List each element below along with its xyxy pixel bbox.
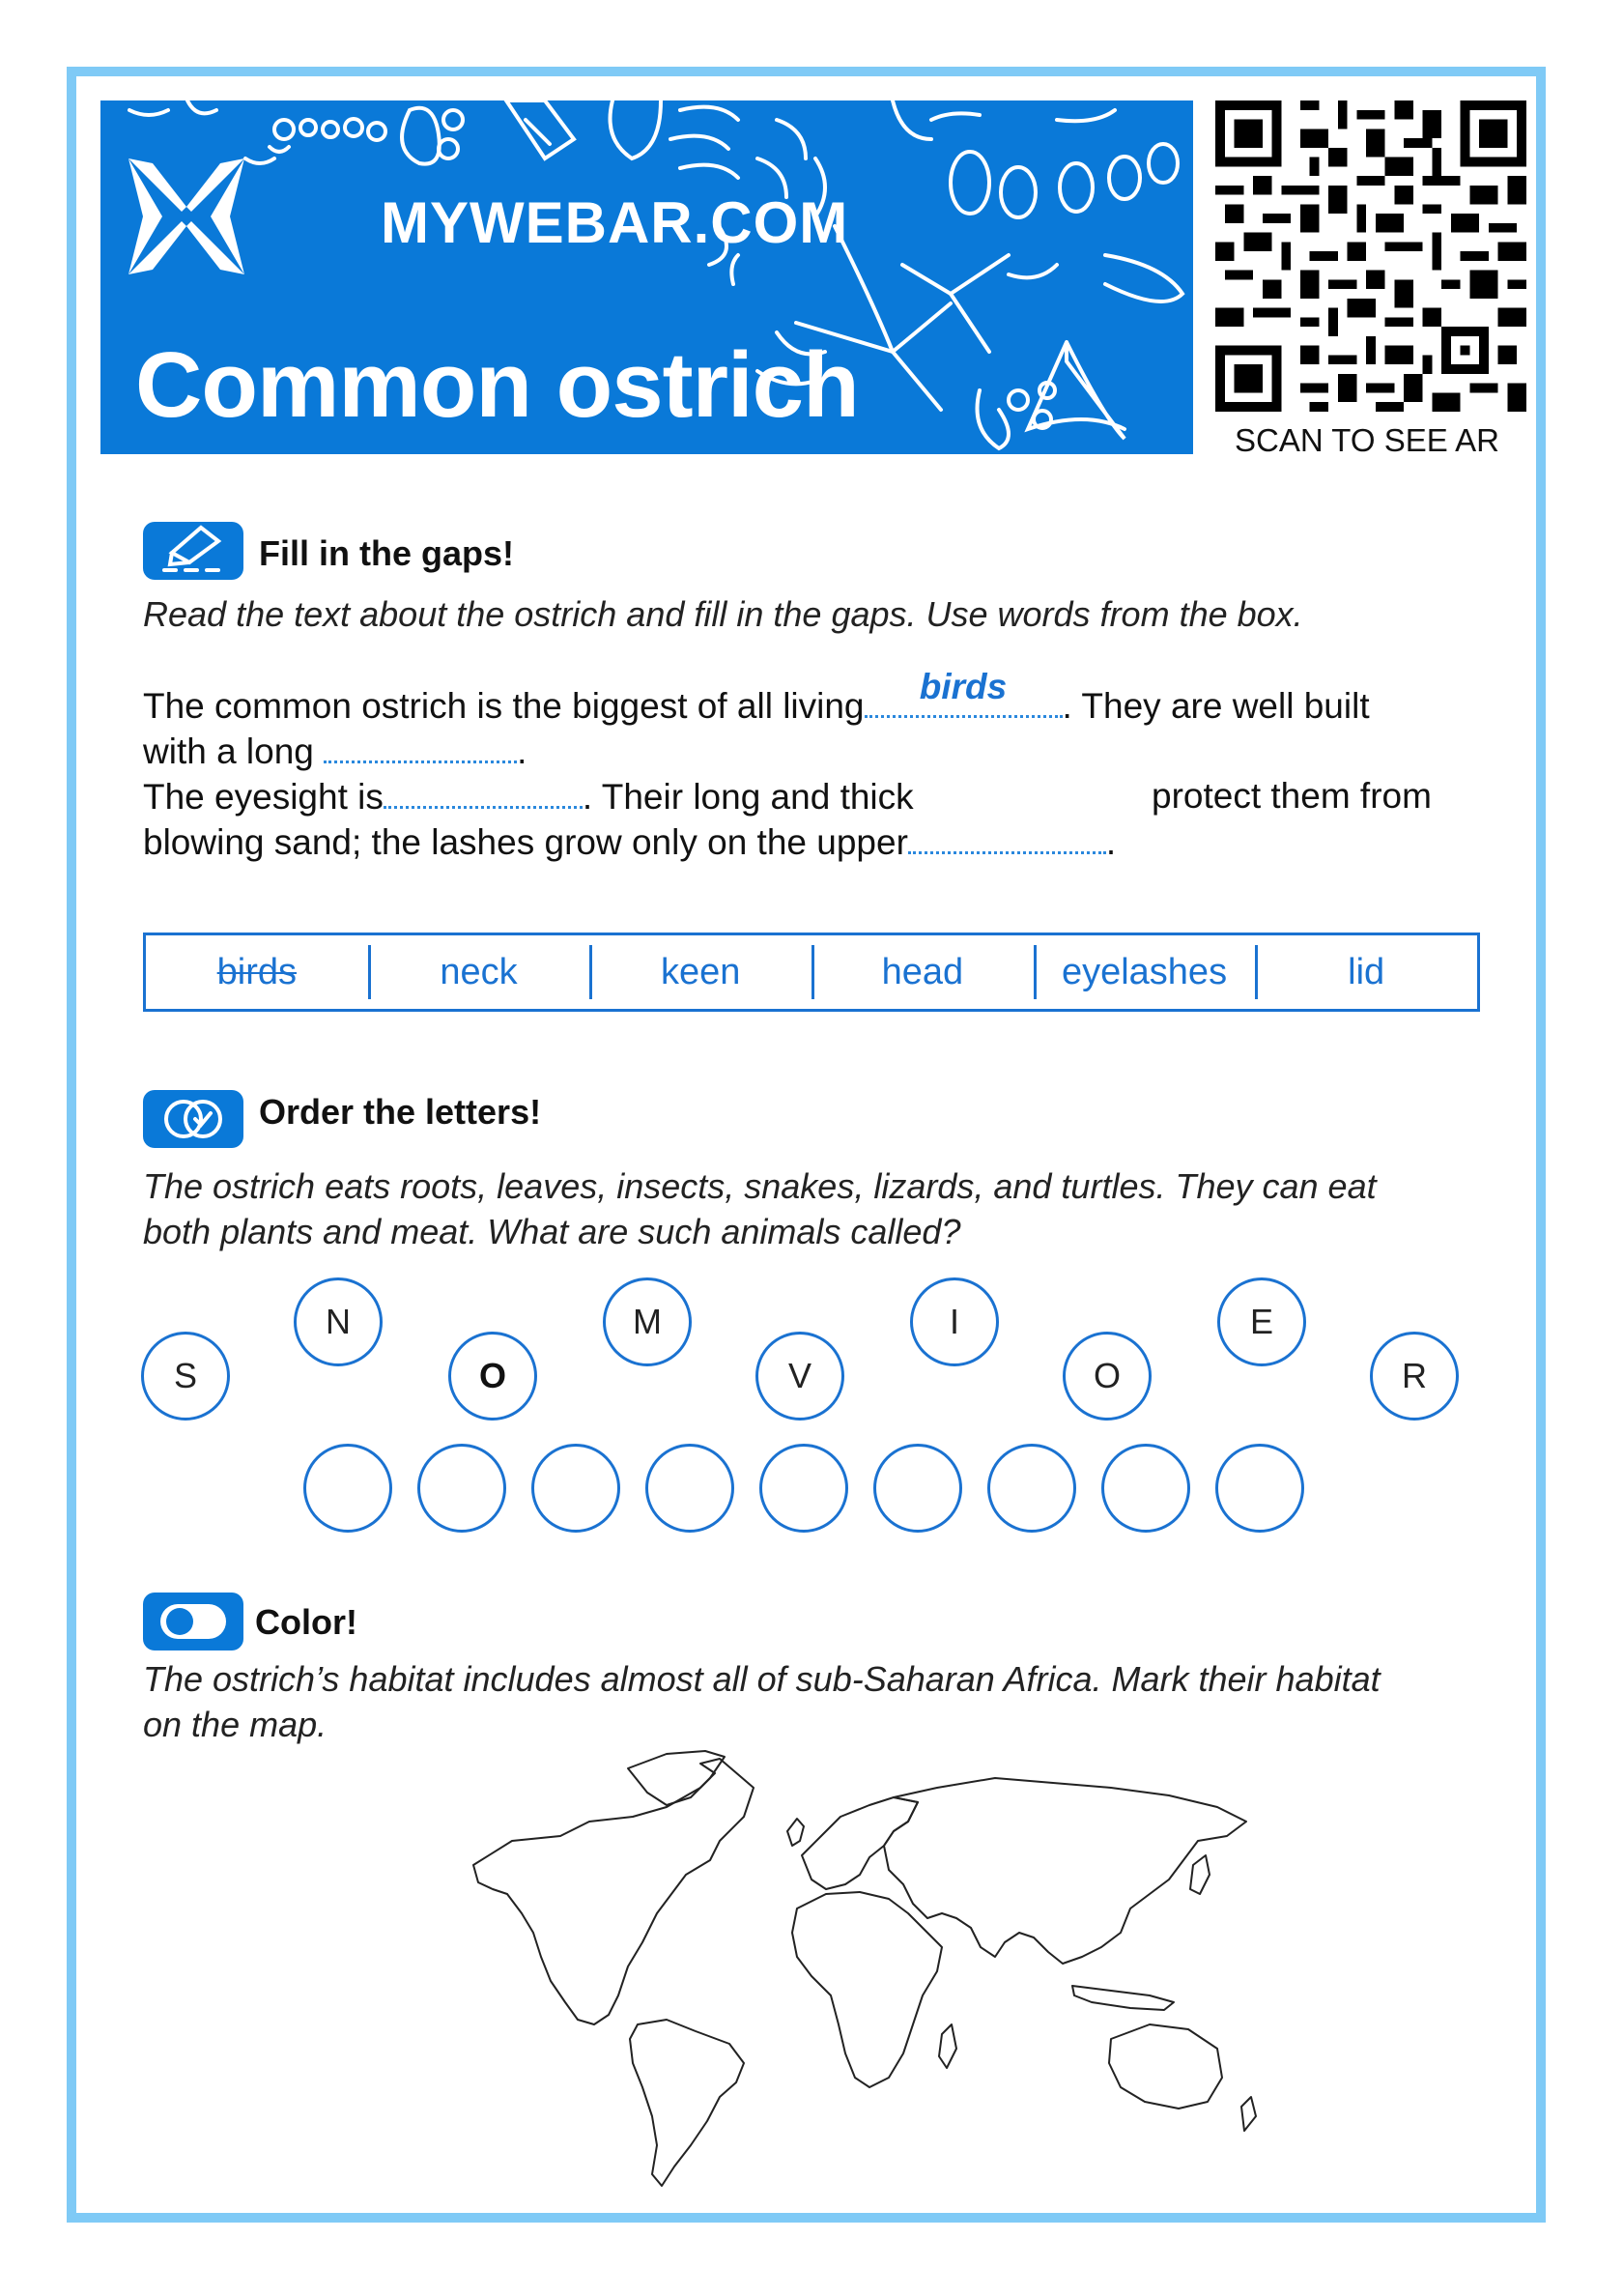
north-america-outline (473, 1759, 754, 2024)
letter-circle: S (141, 1332, 230, 1421)
word-box (143, 933, 1480, 1012)
color-instruction-1: The ostrich’s habitat includes almost all of sub-Saharan Africa. Mark their habitat (143, 1659, 1381, 1699)
answer-circle[interactable] (759, 1444, 848, 1533)
text-segment: with a long (143, 732, 314, 771)
text-segment: . Their long and thick (582, 777, 914, 817)
word-option-birds[interactable]: birds (216, 951, 298, 992)
answer-circle[interactable] (873, 1444, 962, 1533)
letter-circle: O (448, 1332, 537, 1421)
indonesia-outline (1072, 1986, 1174, 2010)
greenland-outline (628, 1751, 725, 1805)
british-isles-outline (787, 1819, 804, 1846)
header-banner (100, 100, 1193, 454)
letter-circle: O (1063, 1332, 1152, 1421)
text-segment: blowing sand; the lashes grow only on the upper (143, 822, 908, 862)
answer-circle[interactable] (645, 1444, 734, 1533)
fill-gaps-instruction: Read the text about the ostrich and fill in the gaps. Use words from the box. (143, 594, 1303, 634)
answer-circle[interactable] (417, 1444, 506, 1533)
africa-outline (792, 1892, 942, 2087)
brand-name: MYWEBAR.COM (381, 190, 849, 255)
fill-gaps-line-3-end: protect them from (1152, 776, 1432, 816)
answer-circle[interactable] (531, 1444, 620, 1533)
gap-blank-3[interactable] (384, 773, 583, 809)
answer-circle[interactable] (1101, 1444, 1190, 1533)
europe-outline (802, 1797, 918, 1889)
text-segment: . They are well built (1062, 686, 1370, 726)
letter-circle: N (294, 1277, 383, 1366)
fill-gaps-line-3 (143, 773, 914, 819)
australia-outline (1109, 2024, 1222, 2109)
gap-blank-1[interactable] (865, 667, 1063, 718)
japan-outline (1190, 1855, 1210, 1894)
gap-answer: birds (919, 667, 1008, 706)
qr-caption: SCAN TO SEE AR (1235, 422, 1499, 458)
letter-circle: V (755, 1332, 844, 1421)
word-option-lid[interactable]: lid (1255, 935, 1477, 1009)
fill-gaps-line-1 (143, 667, 1370, 729)
text-segment: The eyesight is (143, 777, 384, 817)
answer-circle[interactable] (1215, 1444, 1304, 1533)
south-america-outline (630, 2020, 744, 2186)
world-map[interactable] (454, 1749, 1266, 2194)
mywebar-logo-icon (124, 154, 249, 279)
fill-gaps-line-2 (143, 728, 527, 774)
toggle-icon (143, 1593, 243, 1650)
letter-circle: M (603, 1277, 692, 1366)
word-option-neck[interactable]: neck (368, 935, 590, 1009)
letter-circle: R (1370, 1332, 1459, 1421)
answer-circle[interactable] (303, 1444, 392, 1533)
section-heading-color: Color! (255, 1602, 357, 1642)
order-letters-instruction-2: both plants and meat. What are such animals called? (143, 1212, 961, 1251)
new-zealand-outline (1241, 2097, 1256, 2131)
text-segment: . (517, 732, 527, 771)
pencil-gaps-icon (143, 522, 243, 580)
word-option-keen[interactable]: keen (589, 935, 812, 1009)
gap-blank-4[interactable] (908, 818, 1106, 854)
fill-gaps-line-4 (143, 818, 1116, 865)
color-instruction-2: on the map. (143, 1705, 327, 1744)
qr-code[interactable] (1215, 100, 1526, 412)
order-letters-instruction-1: The ostrich eats roots, leaves, insects, snakes, lizards, and turtles. They can eat (143, 1166, 1377, 1206)
answer-circle[interactable] (987, 1444, 1076, 1533)
section-heading-order-letters: Order the letters! (259, 1092, 542, 1132)
rings-check-icon (143, 1090, 243, 1148)
word-option-eyelashes[interactable]: eyelashes (1034, 935, 1256, 1009)
letter-circle: I (910, 1277, 999, 1366)
madagascar-outline (939, 2024, 956, 2068)
text-segment: The common ostrich is the biggest of all living (143, 686, 865, 726)
section-heading-fill-gaps: Fill in the gaps! (259, 533, 515, 573)
text-segment: . (1105, 822, 1117, 862)
word-option-head[interactable]: head (812, 935, 1034, 1009)
letter-circle: E (1217, 1277, 1306, 1366)
gap-blank-2[interactable] (324, 728, 517, 763)
page-title: Common ostrich (135, 333, 859, 437)
